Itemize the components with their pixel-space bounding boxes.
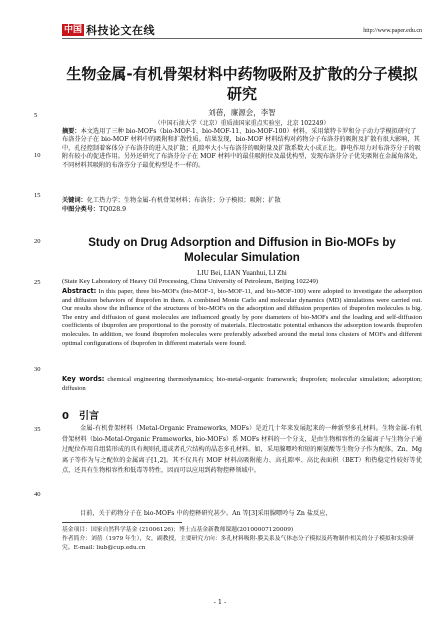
authors-cn: 刘蓓，廉源会，李智	[208, 108, 276, 117]
abstract-cn	[62, 128, 422, 170]
class-number-text: TQ028.9	[99, 206, 127, 213]
keywords-cn-text: 化工热力学；生物金属-有机骨架材料；布洛芬；分子模拟；吸附；扩散	[86, 197, 281, 204]
journal-logo	[62, 23, 155, 37]
keywords-cn-label: 关键词：	[62, 197, 87, 204]
paper-title-en: Study on Drug Adsorption and Diffusion in Bio-MOFs by Molecular Simulation	[88, 237, 396, 264]
logo-badge: 中国	[64, 25, 83, 35]
line-number: 35	[34, 426, 41, 433]
abstract-cn-text: 本文选用了三种 bio-MOFs（bio-MOF-1、bio-MOF-11、bio-MOF-100）材料，采用蒙特卡罗和分子动力学模拟研究了布洛芬分子在 bio-MOF 材料中的吸附和扩散性质。结果发现，bio-MOF 材料结构对药物分子布洛芬的吸附及扩散有很大影响，其中，孔径控制着客体分子布洛芬的进入及扩散；孔隙率大小与布洛芬的吸附量及扩散系数大小成正比。静电作用力对布洛芬分子的吸附有较小的促进作用。另外还研究了布洛芬分子在 MOF 材料中的最佳吸附位及最优构型，发现布洛芬分子优先吸附在金属角落处，不同材料其吸附的布洛芬分子最优构型是不一样的。	[62, 128, 422, 169]
line-number: 20	[34, 238, 41, 245]
keywords-en-text: chemical engineering thermodynamics; bio-metal-organic framework; ibuprofen; molecular simulation; adsorption; diffusion	[62, 376, 422, 392]
line-number: 15	[34, 192, 41, 199]
line-number: 5	[34, 112, 38, 119]
introduction-paragraph-2: 目前，关于药物分子在 bio-MOFs 中的控释研究甚少。An 等[3]采用腺嘌呤与 Zn 盐反应，	[80, 510, 332, 517]
affiliation-en: (State Key Laboratory of Heavy Oil Processing, China University of Petroleum, Beijing 102249)	[62, 278, 319, 285]
keywords-en-label: Key words:	[62, 375, 105, 383]
abstract-en-text: In this paper, three bio-MOFs (bio-MOF-1, bio-MOF-11, and bio-MOF-100) were adopted to investigate the adsorption and diffusion behaviors of ibuprofen in them. A combined Monte Carlo and molecular dynamics (MD) simulations were carried out. Our results show the influence of the structures of bio-MOFs on the adsorption and diffusion properties of ibuprofen molecules is big. The entry and diffusion of guest molecules are influenced greatly by pore diameters of bio-MOFs and the loading and self-diffusion coefficients of ibuprofen are proportional to the porosity of materials. Electrostatic potential enhances the adsorption towards ibuprofen molecules. In addition, we found ibuprofen molecules were preferably adsorbed around the metal ions clusters of MOFs and different optimal configurations of ibuprofen in different materials were found.	[62, 288, 423, 347]
abstract-cn-label: 摘要：	[62, 128, 81, 135]
keywords-cn	[62, 197, 422, 205]
journal-header	[0, 0, 440, 40]
journal-url[interactable]: http://www.paper.edu.cn	[363, 28, 422, 34]
line-number: 30	[34, 366, 41, 373]
introduction-paragraph: 金属-有机骨架材料（Metal-Organic Frameworks, MOFs）是近几十年来发展起来的一种新型多孔材料。生物金属-有机骨架材料（bio-Metal-Organic Frameworks, bio-MOFs）系 MOFs 材料的一个分支，是由生物相容性的金属离子与生物分子通过配位作用自组装形成的具有规则孔道或者孔穴结构的晶态多孔材料。如，采用腺嘌呤和短的刚氨酸等生物分子作为配体，Zn、Mg 离子等作为与之配位的金属离子[1,2]。其不仅具有 MOF 材料高吸附能力、高孔隙率、高比表面积（BET）和热稳定性较好等优点，还具有生物相容性和低毒等特性，因而可以应用到药物控释领域中。	[62, 425, 423, 475]
header-rule	[62, 38, 422, 39]
abstract-en-label: Abstract:	[62, 287, 97, 295]
page-number: - 1 -	[213, 598, 227, 606]
keywords-en	[62, 375, 422, 393]
affiliation-cn: （中国石油大学（北京）重质油国家重点实验室，北京 102249）	[154, 120, 330, 127]
paper-title-cn: 生物金属-有机骨架材料中药物吸附及扩散的分子模拟研究	[66, 65, 418, 103]
class-number-label: 中图分类号：	[62, 206, 100, 213]
line-number: 40	[34, 491, 41, 498]
line-number: 25	[34, 279, 41, 286]
footnote-fund: 基金项目：国家自然科学基金 (21006126)；博士点基金新教师课题(20100007120009)	[62, 527, 294, 533]
authors-en: LIU Bei, LIAN Yuanhui, LI Zhi	[197, 269, 287, 277]
class-number-cn	[62, 206, 422, 214]
section-heading: 0 引言	[62, 411, 99, 422]
abstract-en	[62, 287, 422, 348]
footnote-author: 作者简介：刘蓓（1979 年生），女，副教授，主要研究方向：多孔材料吸附-膜关系及气体态分子模拟及药物制作相关的分子模拟和实验研究。E-mail: liub@cup.edu.cn	[62, 536, 414, 551]
footnote-rule	[62, 522, 182, 523]
line-number: 10	[34, 152, 41, 159]
logo-text: 科技论文在线	[86, 24, 156, 37]
